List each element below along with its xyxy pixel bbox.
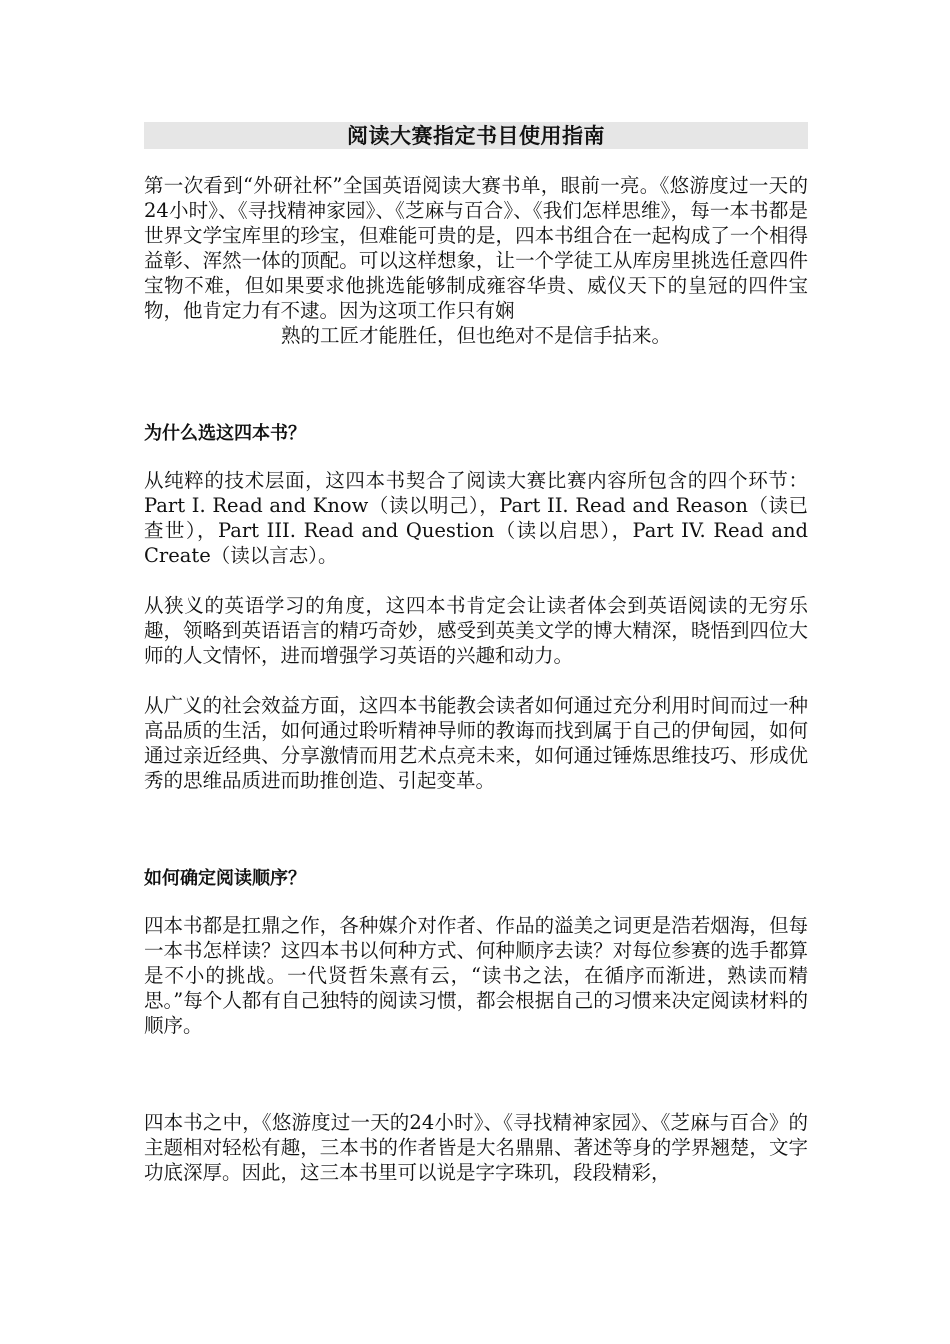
intro-paragraph: 第一次看到“外研社杯”全国英语阅读大赛书单，眼前一亮。《悠游度过一天的24小时》、《寻找精神家园》、《芝麻与百合》、《我们怎样思维》，每一本书都是世界文学宝库里的珍宝，但难能可贵的是，四本书组合在一起构成了一个相得益彰、浑然一体的顶配。可以这样想象，让一个学徒工从库房里挑选任意四件宝物不难，但如果要求他挑选能够制成雍容华贵、威仪天下的皇冠的四件宝物，他肯定力有不逮。因为这项工作只有娴 — [144, 174, 808, 322]
section-why-paragraph-2: 从狭义的英语学习的角度，这四本书肯定会让读者体会到英语阅读的无穷乐趣，领略到英语语言的精巧奇妙，感受到英美文学的博大精深，晓悟到四位大师的人文情怀，进而增强学习英语的兴趣和动力。 — [144, 594, 808, 667]
section-why-paragraph-1: 从纯粹的技术层面，这四本书契合了阅读大赛比赛内容所包含的四个环节：Part I. Read and Know（读以明己），Part II. Read and Reason（读已查世），Part III. Read and Question（读以启思），Part IV. Read and Create（读以言志）。 — [144, 469, 808, 567]
document-title: 阅读大赛指定书目使用指南 — [144, 122, 808, 149]
intro-paragraph-last-line: 熟的工匠才能胜任，但也绝对不是信手拈来。 — [280, 324, 671, 347]
document-page — [144, 122, 808, 1185]
section-heading-why: 为什么选这四本书？ — [144, 423, 306, 444]
section-order-paragraph-1: 四本书都是扛鼎之作，各种媒介对作者、作品的溢美之词更是浩若烟海，但每一本书怎样读？这四本书以何种方式、何种顺序去读？对每位参赛的选手都算是不小的挑战。一代贤哲朱熹有云，“读书之法，在循序而渐进，熟读而精思。”每个人都有自己独特的阅读习惯，都会根据自己的习惯来决定阅读材料的顺序。 — [144, 914, 808, 1037]
section-heading-order: 如何确定阅读顺序？ — [144, 868, 306, 889]
section-order-paragraph-2: 四本书之中，《悠游度过一天的24小时》、《寻找精神家园》、《芝麻与百合》的主题相对轻松有趣，三本书的作者皆是大名鼎鼎、著述等身的学界翘楚，文字功底深厚。因此，这三本书里可以说是字字珠玑，段段精彩， — [144, 1111, 808, 1184]
section-why-paragraph-3: 从广义的社会效益方面，这四本书能教会读者如何通过充分利用时间而过一种高品质的生活，如何通过聆听精神导师的教诲而找到属于自己的伊甸园，如何通过亲近经典、分享激情而用艺术点亮未来，如何通过锤炼思维技巧、形成优秀的思维品质进而助推创造、引起变革。 — [144, 694, 808, 792]
